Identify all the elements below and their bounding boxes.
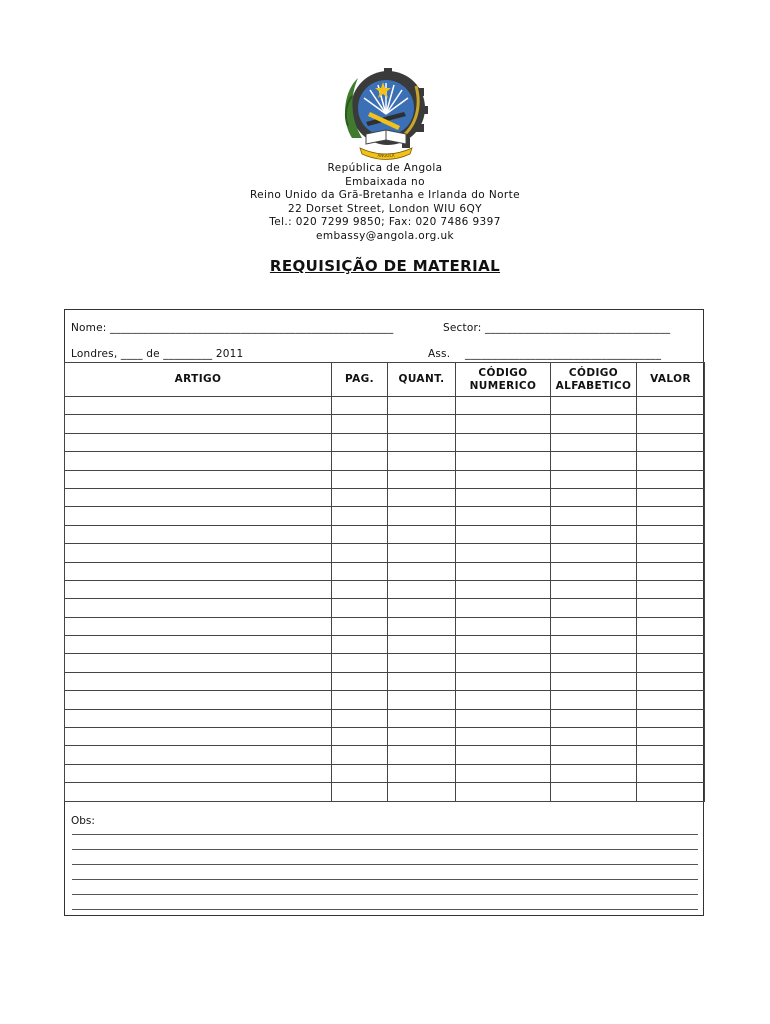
table-row	[65, 507, 705, 525]
table-cell[interactable]	[551, 397, 637, 415]
table-cell[interactable]	[551, 654, 637, 672]
table-cell[interactable]	[65, 654, 332, 672]
signature-field[interactable]: ____________________________________	[465, 348, 662, 360]
column-header-codigo-alfabetico	[551, 363, 637, 397]
table-cell[interactable]	[332, 728, 388, 746]
table-row	[65, 562, 705, 580]
table-cell[interactable]	[388, 544, 456, 562]
table-cell[interactable]	[456, 746, 551, 764]
emblem-ribbon-text: ANGOLA	[377, 153, 395, 158]
table-cell[interactable]	[332, 470, 388, 488]
table-cell[interactable]	[456, 580, 551, 598]
table-cell[interactable]	[388, 617, 456, 635]
table-cell[interactable]	[456, 728, 551, 746]
table-cell[interactable]	[637, 507, 705, 525]
table-cell[interactable]	[456, 544, 551, 562]
table-row	[65, 544, 705, 562]
table-cell[interactable]	[637, 525, 705, 543]
table-cell[interactable]	[637, 599, 705, 617]
table-cell[interactable]	[637, 580, 705, 598]
column-header-codigo-numerico	[456, 363, 551, 397]
table-cell[interactable]	[456, 433, 551, 451]
table-cell[interactable]	[637, 709, 705, 727]
table-cell[interactable]	[388, 488, 456, 506]
table-cell[interactable]	[388, 415, 456, 433]
table-cell[interactable]	[637, 433, 705, 451]
table-cell[interactable]	[65, 580, 332, 598]
table-cell[interactable]	[456, 709, 551, 727]
table-cell[interactable]	[456, 415, 551, 433]
table-cell[interactable]	[551, 709, 637, 727]
table-cell[interactable]	[388, 562, 456, 580]
requisition-table	[64, 362, 705, 802]
table-cell[interactable]	[456, 397, 551, 415]
table-cell[interactable]	[388, 452, 456, 470]
table-row	[65, 783, 705, 801]
table-row	[65, 452, 705, 470]
table-cell[interactable]	[456, 654, 551, 672]
table-cell[interactable]	[637, 764, 705, 782]
table-cell[interactable]	[332, 654, 388, 672]
table-cell[interactable]	[637, 452, 705, 470]
obs-line[interactable]	[72, 849, 698, 850]
table-row	[65, 617, 705, 635]
sector-field[interactable]: Sector: __________________________________	[443, 322, 671, 334]
table-cell[interactable]	[65, 470, 332, 488]
table-cell[interactable]	[332, 562, 388, 580]
table-cell[interactable]	[388, 764, 456, 782]
table-cell[interactable]	[388, 433, 456, 451]
table-cell[interactable]	[332, 525, 388, 543]
table-cell[interactable]	[637, 562, 705, 580]
table-cell[interactable]	[551, 691, 637, 709]
table-cell[interactable]	[637, 672, 705, 690]
table-cell[interactable]	[456, 507, 551, 525]
table-cell[interactable]	[456, 525, 551, 543]
table-cell[interactable]	[332, 507, 388, 525]
table-cell[interactable]	[551, 783, 637, 801]
table-cell[interactable]	[388, 507, 456, 525]
table-row	[65, 654, 705, 672]
table-cell[interactable]	[332, 433, 388, 451]
table-cell[interactable]	[388, 397, 456, 415]
table-cell[interactable]	[332, 488, 388, 506]
header-line: embassy@angola.org.uk	[315, 229, 454, 242]
codigo-numerico-line2: NUMERICO	[469, 379, 537, 392]
table-cell[interactable]	[65, 728, 332, 746]
table-row	[65, 525, 705, 543]
table-cell[interactable]	[332, 599, 388, 617]
table-cell[interactable]	[65, 709, 332, 727]
table-cell[interactable]	[388, 691, 456, 709]
table-cell[interactable]	[332, 415, 388, 433]
table-cell[interactable]	[551, 415, 637, 433]
table-cell[interactable]	[388, 746, 456, 764]
table-cell[interactable]	[551, 433, 637, 451]
table-cell[interactable]	[456, 470, 551, 488]
table-cell[interactable]	[456, 562, 551, 580]
table-cell[interactable]	[65, 764, 332, 782]
obs-line[interactable]	[72, 909, 698, 910]
table-cell[interactable]	[637, 728, 705, 746]
header-line: Embaixada no	[345, 175, 425, 188]
table-cell[interactable]	[551, 617, 637, 635]
obs-line[interactable]	[72, 894, 698, 895]
table-cell[interactable]	[551, 636, 637, 654]
table-cell[interactable]	[551, 544, 637, 562]
table-cell[interactable]	[332, 452, 388, 470]
table-row	[65, 415, 705, 433]
table-cell[interactable]	[332, 746, 388, 764]
table-row	[65, 636, 705, 654]
table-row	[65, 599, 705, 617]
table-cell[interactable]	[637, 691, 705, 709]
table-cell[interactable]	[456, 617, 551, 635]
codigo-numerico-line1: CÓDIGO	[478, 366, 528, 379]
codigo-alfabetico-line1: CÓDIGO	[568, 366, 619, 379]
table-cell[interactable]	[332, 544, 388, 562]
table-header-row	[65, 363, 705, 397]
table-cell[interactable]	[65, 544, 332, 562]
table-cell[interactable]	[637, 397, 705, 415]
table-cell[interactable]	[65, 783, 332, 801]
column-header-quant: QUANT.	[388, 363, 456, 397]
table-cell[interactable]	[332, 783, 388, 801]
table-cell[interactable]	[456, 764, 551, 782]
table-cell[interactable]	[551, 672, 637, 690]
table-cell[interactable]	[388, 672, 456, 690]
table-cell[interactable]	[388, 470, 456, 488]
table-cell[interactable]	[332, 617, 388, 635]
table-cell[interactable]	[456, 672, 551, 690]
table-cell[interactable]	[388, 525, 456, 543]
table-cell[interactable]	[65, 746, 332, 764]
document-title: REQUISIÇÃO DE MATERIAL	[269, 257, 501, 275]
table-row	[65, 709, 705, 727]
table-cell[interactable]	[388, 599, 456, 617]
column-header-artigo: ARTIGO	[65, 363, 332, 397]
table-cell[interactable]	[637, 488, 705, 506]
table-cell[interactable]	[65, 636, 332, 654]
table-cell[interactable]	[551, 580, 637, 598]
table-cell[interactable]	[65, 397, 332, 415]
table-cell[interactable]	[551, 507, 637, 525]
table-row	[65, 580, 705, 598]
table-cell[interactable]	[388, 728, 456, 746]
table-row	[65, 397, 705, 415]
table-row	[65, 433, 705, 451]
table-cell[interactable]	[332, 636, 388, 654]
table-cell[interactable]	[637, 636, 705, 654]
table-cell[interactable]	[637, 654, 705, 672]
nome-field[interactable]: Nome: ____________________________________________________	[71, 322, 394, 334]
codigo-alfabetico-line2: ALFABETICO	[555, 379, 632, 392]
header-line: 22 Dorset Street, London WIU 6QY	[288, 202, 482, 215]
table-cell[interactable]	[65, 562, 332, 580]
table-row	[65, 672, 705, 690]
table-cell[interactable]	[65, 452, 332, 470]
table-cell[interactable]	[456, 599, 551, 617]
table-cell[interactable]	[551, 746, 637, 764]
table-cell[interactable]	[637, 783, 705, 801]
table-cell[interactable]	[637, 415, 705, 433]
table-row	[65, 764, 705, 782]
table-cell[interactable]	[65, 672, 332, 690]
table-cell[interactable]	[388, 783, 456, 801]
table-cell[interactable]	[65, 599, 332, 617]
date-field[interactable]: Londres, ____ de _________ 2011	[71, 348, 244, 360]
table-cell[interactable]	[637, 746, 705, 764]
table-cell[interactable]	[332, 397, 388, 415]
table-cell[interactable]	[388, 636, 456, 654]
table-cell[interactable]	[65, 691, 332, 709]
ass-label: Ass.	[428, 348, 451, 360]
table-row	[65, 691, 705, 709]
table-row	[65, 488, 705, 506]
table-cell[interactable]	[551, 470, 637, 488]
table-cell[interactable]	[551, 599, 637, 617]
table-cell[interactable]	[332, 672, 388, 690]
table-cell[interactable]	[65, 507, 332, 525]
table-cell[interactable]	[551, 562, 637, 580]
table-cell[interactable]	[551, 764, 637, 782]
table-row	[65, 728, 705, 746]
table-cell[interactable]	[637, 544, 705, 562]
table-cell[interactable]	[65, 415, 332, 433]
table-cell[interactable]	[456, 691, 551, 709]
obs-line[interactable]	[72, 879, 698, 880]
table-cell[interactable]	[637, 470, 705, 488]
table-cell[interactable]	[456, 452, 551, 470]
obs-line[interactable]	[72, 864, 698, 865]
header-line: Reino Unido da Grã-Bretanha e Irlanda do Norte	[249, 189, 521, 201]
table-cell[interactable]	[332, 580, 388, 598]
obs-label: Obs:	[71, 815, 95, 827]
table-cell[interactable]	[551, 728, 637, 746]
table-cell[interactable]	[551, 452, 637, 470]
table-cell[interactable]	[332, 764, 388, 782]
column-header-valor: VALOR	[637, 363, 705, 397]
header-line: República de Angola	[327, 162, 443, 174]
table-cell[interactable]	[456, 488, 551, 506]
table-cell[interactable]	[551, 525, 637, 543]
table-body	[65, 397, 705, 802]
table-cell[interactable]	[65, 617, 332, 635]
angola-emblem-icon	[340, 68, 430, 163]
column-header-pag: PAG.	[332, 363, 388, 397]
table-cell[interactable]	[332, 691, 388, 709]
table-cell[interactable]	[456, 636, 551, 654]
table-cell[interactable]	[388, 709, 456, 727]
table-row	[65, 746, 705, 764]
table-cell[interactable]	[637, 617, 705, 635]
table-cell[interactable]	[65, 525, 332, 543]
table-cell[interactable]	[388, 654, 456, 672]
embassy-header	[185, 162, 585, 243]
table-cell[interactable]	[551, 488, 637, 506]
obs-line[interactable]	[72, 834, 698, 835]
table-cell[interactable]	[65, 488, 332, 506]
table-row	[65, 470, 705, 488]
table-cell[interactable]	[65, 433, 332, 451]
table-cell[interactable]	[388, 580, 456, 598]
table-cell[interactable]	[332, 709, 388, 727]
header-line: Tel.: 020 7299 9850; Fax: 020 7486 9397	[269, 216, 501, 228]
table-cell[interactable]	[456, 783, 551, 801]
